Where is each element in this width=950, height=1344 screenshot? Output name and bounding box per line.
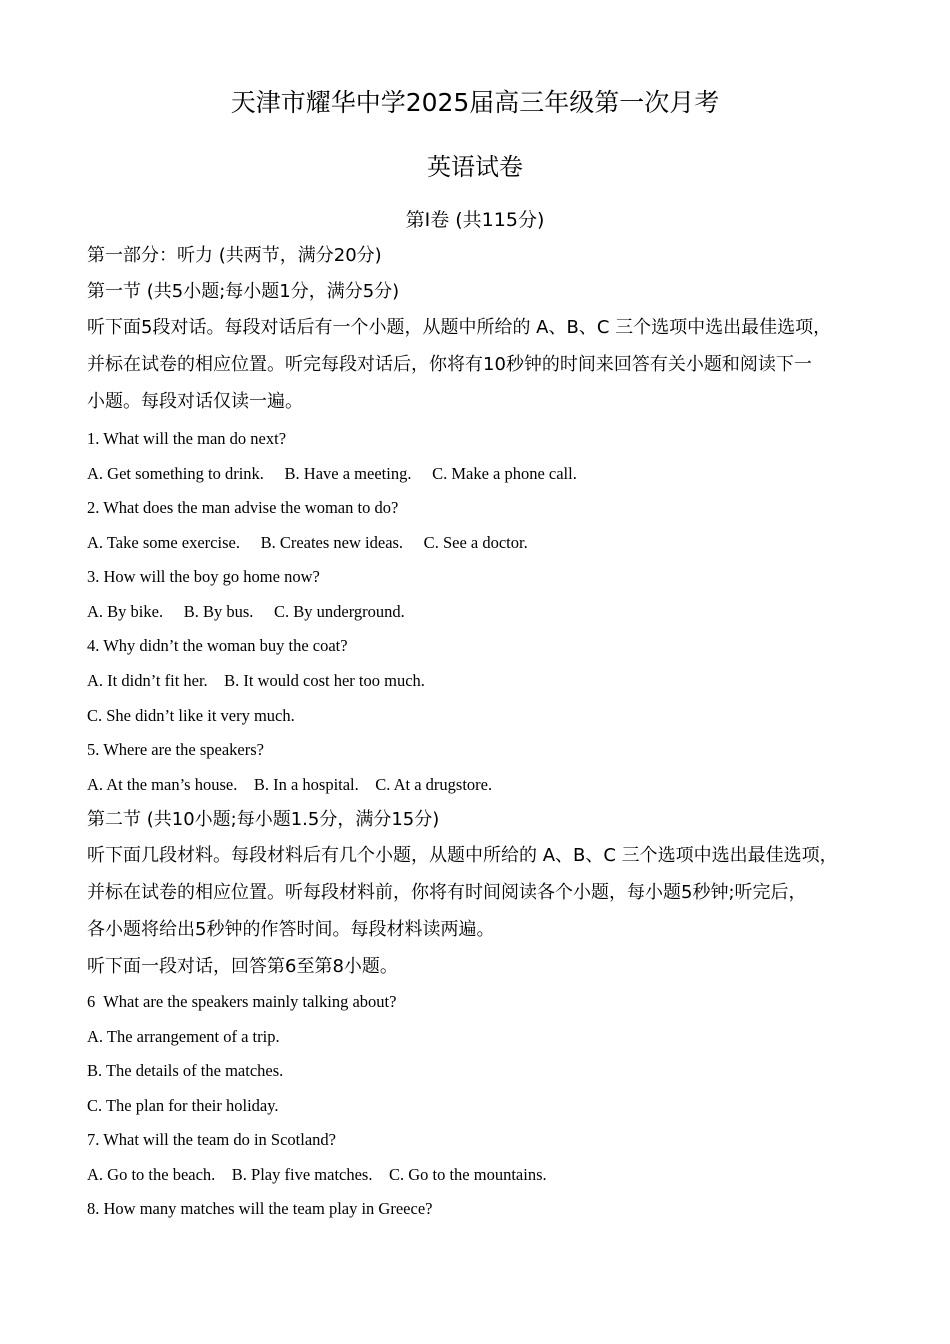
section1-instruction-line: 并标在试卷的相应位置。听完每段对话后，你将有10秒钟的时间来回答有关小题和阅读下一 (87, 354, 812, 375)
section1-instruction-line: 听下面5段对话。每段对话后有一个小题，从题中所给的 A、B、C 三个选项中选出最佳选项， (87, 317, 832, 338)
section2-heading: 第二节 (共10小题;每小题1.5分，满分15分) (87, 809, 440, 830)
options-1: A. Get something to drink. B. Have a meeting. C. Make a phone call. (87, 464, 577, 483)
options-4-c: C. She didn’t like it very much. (87, 706, 295, 725)
options-3: A. By bike. B. By bus. C. By underground. (87, 602, 405, 621)
question-1: 1. What will the man do next? (87, 429, 287, 448)
section2-sub-instruction: 听下面一段对话，回答第6至第8小题。 (87, 956, 398, 977)
exam-title: 天津市耀华中学2025届高三年级第一次月考 (230, 88, 720, 117)
part1-heading: 第一部分：听力 (共两节，满分20分) (87, 245, 382, 266)
question-4: 4. Why didn’t the woman buy the coat? (87, 636, 348, 655)
question-2: 2. What does the man advise the woman to do? (87, 498, 399, 517)
section1-heading: 第一节 (共5小题;每小题1分，满分5分) (87, 281, 400, 302)
options-5: A. At the man’s house. B. In a hospital. C. At a drugstore. (87, 775, 493, 794)
question-6: 6 What are the speakers mainly talking about? (87, 992, 397, 1011)
section2-instruction-line: 听下面几段材料。每段材料后有几个小题，从题中所给的 A、B、C 三个选项中选出最佳选项， (87, 845, 838, 866)
section2-instruction-line: 并标在试卷的相应位置。听每段材料前，你将有时间阅读各个小题，每小题5秒钟;听完后， (87, 882, 807, 903)
question-5: 5. Where are the speakers? (87, 740, 264, 759)
options-4: A. It didn’t fit her. B. It would cost her too much. (87, 671, 425, 690)
section2-instruction-line: 各小题将给出5秒钟的作答时间。每段材料读两遍。 (87, 919, 495, 940)
question-7: 7. What will the team do in Scotland? (87, 1130, 336, 1149)
options-7: A. Go to the beach. B. Play five matches. C. Go to the mountains. (87, 1165, 547, 1184)
question-8: 8. How many matches will the team play in Greece? (87, 1199, 433, 1218)
option-6b: B. The details of the matches. (87, 1061, 284, 1080)
options-2: A. Take some exercise. B. Creates new ideas. C. See a doctor. (87, 533, 528, 552)
section1-instruction-line: 小题。每段对话仅读一遍。 (87, 391, 303, 412)
volume-heading: 第Ⅰ卷 (共115分) (405, 209, 545, 231)
question-3: 3. How will the boy go home now? (87, 567, 320, 586)
exam-subject: 英语试卷 (427, 153, 523, 181)
option-6a: A. The arrangement of a trip. (87, 1027, 280, 1046)
option-6c: C. The plan for their holiday. (87, 1096, 279, 1115)
